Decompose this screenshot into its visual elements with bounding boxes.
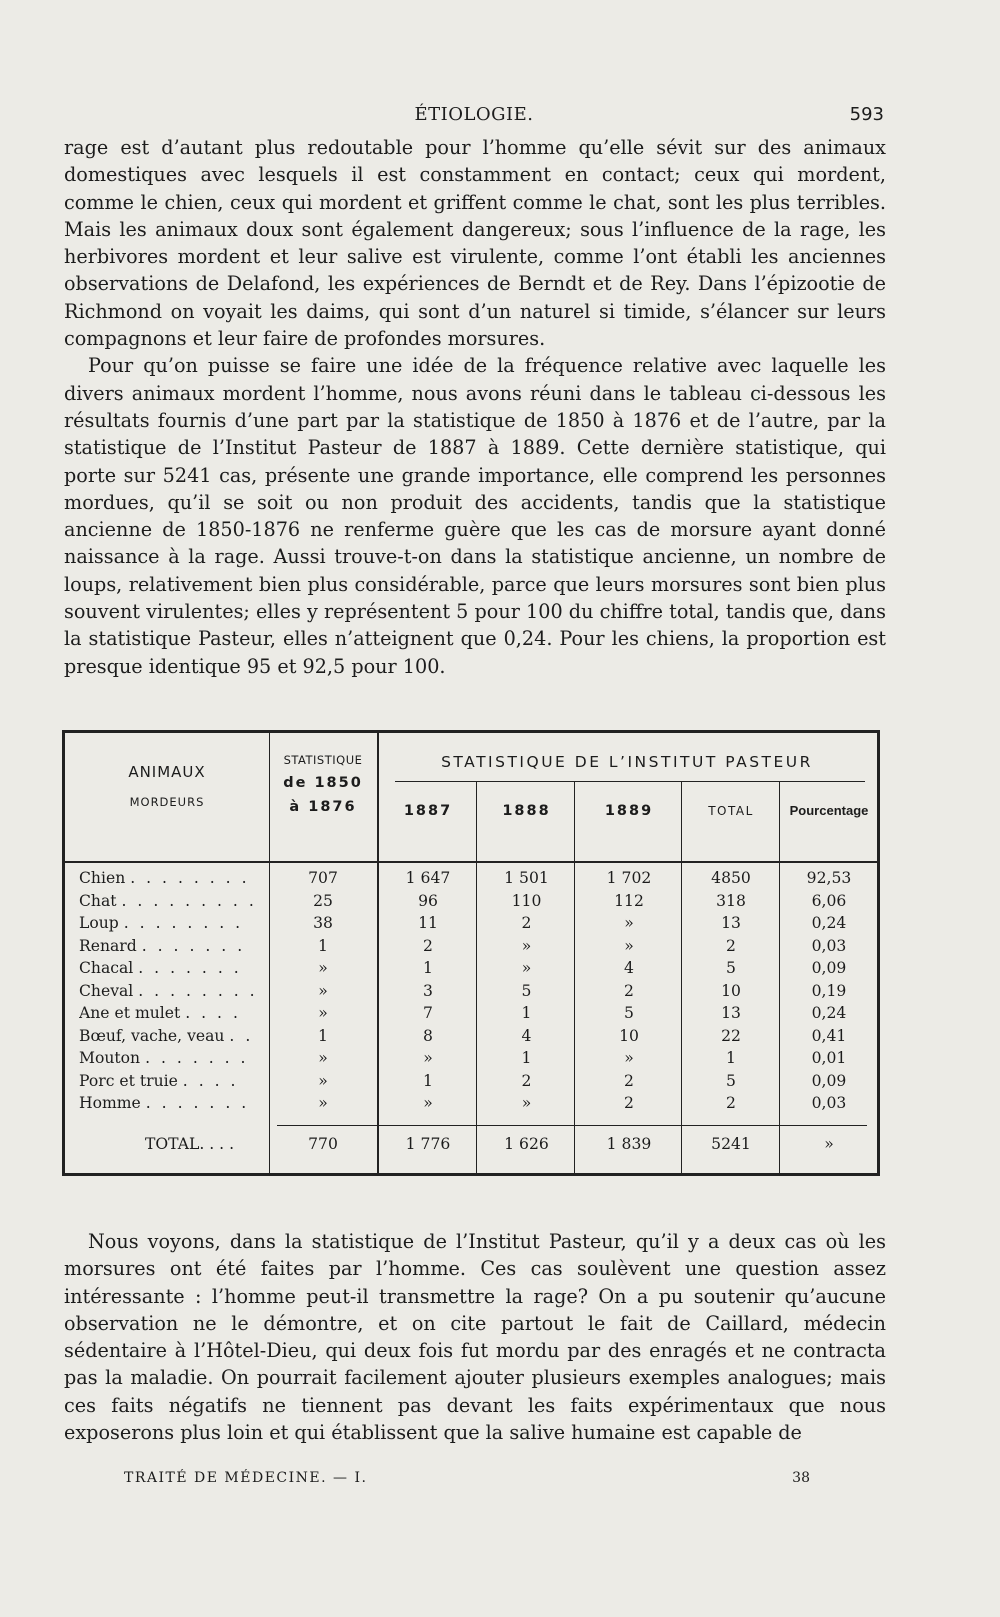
value-1888: 4: [521, 1026, 532, 1045]
paragraph-2: Pour qu’on puisse se faire une idée de la fréquence relative avec laquelle les divers animaux mordent l’homme, nous avons réuni dans le tableau ci-dessous les résultats fournis d’une part par la statistique de 1850 à 1876 et de l’autre, par la statistique de l’Institut Pasteur de 1887 à 1889. Cette dernière statistique, qui porte sur 5241 cas, présente une grande importance, elle comprend les personnes mordues, qu’il se soit ou non produit des accidents, tandis que la statistique ancienne de 1850-1876 ne renferme guère que les cas de morsure ayant donné naissance à la rage. Aussi trouve-t-on dans la statistique ancienne, un nombre de loups, relativement bien plus considérable, parce que leurs morsures sont bien plus souvent virulentes; elles y représentent 5 pour 100 du chiffre total, tandis que, dans la statistique Pasteur, elles n’atteignent que 0,24. Pour les chiens, la proportion est presque identique 95 et 92,5 pour 100.: [64, 354, 886, 678]
header-year-1888: 1888: [502, 803, 551, 819]
table-row: [65, 1004, 877, 1027]
value-1889: »: [624, 1049, 634, 1067]
animal-label: Chacal: [79, 959, 134, 977]
value-total: 22: [721, 1026, 741, 1045]
totals-rule: [277, 1125, 867, 1126]
value-1889: 2: [624, 981, 634, 1000]
value-percent: 0,24: [811, 914, 847, 932]
value-percent: 0,01: [811, 1049, 847, 1067]
value-percent: 0,24: [811, 1004, 847, 1022]
table-row: [65, 914, 877, 937]
leader-dots: . .: [229, 1026, 254, 1045]
page-header: [64, 104, 884, 130]
value-total: 10: [721, 981, 741, 1000]
value-1887: 1 647: [405, 869, 451, 887]
value-percent: 0,09: [811, 959, 847, 977]
value-total: 2: [726, 1094, 736, 1112]
page-number: 593: [849, 104, 884, 125]
table-row: [65, 892, 877, 915]
table-row: [65, 959, 877, 982]
animal-name: [79, 1072, 269, 1090]
animal-label: Cheval: [79, 981, 134, 1000]
header-percent: Pourcentage: [789, 803, 869, 818]
value-1889: 4: [624, 959, 634, 977]
value-1887: 3: [423, 981, 433, 1000]
value-percent: 0,41: [811, 1026, 847, 1045]
value-1887: 1: [423, 959, 433, 977]
value-percent: 6,06: [811, 891, 847, 910]
leader-dots: . . . . . . .: [141, 936, 246, 955]
group-underline: [395, 781, 865, 782]
value-1887: 2: [423, 936, 433, 955]
body-text-bottom: [64, 1228, 886, 1446]
animal-label: Mouton: [79, 1049, 141, 1067]
value-1889: 1 702: [606, 869, 652, 887]
total-total: 5241: [711, 1135, 751, 1153]
value-1850-1876: 1: [318, 1026, 328, 1045]
table-row: [65, 982, 877, 1005]
value-1850-1876: 1: [318, 936, 328, 955]
value-1888: »: [521, 936, 532, 955]
value-total: 1: [726, 1049, 736, 1067]
leader-dots: . . . .: [185, 1004, 241, 1022]
value-percent: 0,09: [811, 1071, 847, 1090]
table-row: [65, 1027, 877, 1050]
value-1850-1876: »: [318, 1094, 328, 1112]
value-1888: 1: [521, 1004, 532, 1022]
animal-name: [79, 937, 269, 955]
running-head: ÉTIOLOGIE.: [414, 104, 534, 125]
footer-book-title: TRAITÉ DE MÉDECINE. — I.: [124, 1470, 368, 1486]
value-1889: 2: [624, 1071, 634, 1090]
table-row: [65, 1049, 877, 1072]
value-percent: 92,53: [806, 869, 852, 887]
value-1888: 5: [521, 981, 532, 1000]
value-1888: »: [521, 959, 532, 977]
page-footer: [124, 1470, 810, 1492]
header-animals: ANIMAUX: [128, 763, 206, 781]
leader-dots: . . . .: [182, 1071, 239, 1090]
value-1888: 2: [521, 914, 532, 932]
header-old-years-from: de 1850: [283, 775, 363, 791]
value-1850-1876: 38: [313, 914, 333, 932]
value-1887: 11: [418, 914, 438, 932]
header-pasteur-group: STATISTIQUE DE L’INSTITUT PASTEUR: [441, 753, 813, 771]
animal-name: [79, 959, 269, 977]
value-total: 2: [726, 936, 736, 955]
value-percent: 0,19: [811, 981, 847, 1000]
body-text-top: [64, 134, 886, 680]
leader-dots: . . . . . . .: [138, 959, 242, 977]
table-row: [65, 937, 877, 960]
table-total-row: [65, 1135, 877, 1159]
header-animals-sub: MORDEURS: [129, 795, 205, 809]
value-percent: 0,03: [811, 1094, 847, 1112]
value-total: 318: [716, 891, 746, 910]
value-1850-1876: 707: [308, 869, 338, 887]
value-1888: 1 501: [504, 869, 549, 887]
animal-name: [79, 982, 269, 1000]
value-1887: 8: [423, 1026, 433, 1045]
value-1887: »: [423, 1049, 433, 1067]
animal-label: Chien: [79, 869, 126, 887]
header-old-years-to: à 1876: [289, 799, 357, 815]
total-1887: 1 776: [405, 1135, 451, 1153]
value-1889: 112: [614, 891, 644, 910]
leader-dots: . . . . . . . .: [130, 869, 250, 887]
leader-dots: . . . . . . . .: [123, 914, 244, 932]
value-1889: 5: [624, 1004, 634, 1022]
table-row: [65, 1072, 877, 1095]
value-total: 13: [721, 914, 741, 932]
leader-dots: . . . . . . .: [145, 1049, 249, 1067]
animal-name: [79, 914, 269, 932]
animal-name: [79, 1049, 269, 1067]
animal-label: Renard: [79, 936, 137, 955]
value-percent: 0,03: [811, 936, 847, 955]
value-1887: 1: [423, 1071, 433, 1090]
animal-name: [79, 1094, 269, 1112]
value-1888: 2: [521, 1071, 532, 1090]
animal-label: Loup: [79, 914, 119, 932]
value-total: 5: [726, 959, 736, 977]
animal-label: Bœuf, vache, veau: [79, 1026, 225, 1045]
table-row: [65, 1094, 877, 1117]
value-1889: »: [624, 914, 634, 932]
value-1888: »: [521, 1094, 532, 1112]
total-label: TOTAL. . . .: [145, 1135, 235, 1153]
value-1887: »: [423, 1094, 433, 1112]
total-1888: 1 626: [504, 1135, 549, 1153]
value-total: 5: [726, 1071, 736, 1090]
animal-label: Ane et mulet: [79, 1004, 181, 1022]
total-1889: 1 839: [606, 1135, 652, 1153]
value-1850-1876: »: [318, 1071, 328, 1090]
total-old: 770: [308, 1135, 338, 1153]
value-1850-1876: »: [318, 981, 328, 1000]
animal-name: [79, 1027, 269, 1045]
total-percent: »: [824, 1135, 834, 1153]
footer-signature: 38: [792, 1470, 810, 1486]
value-1888: 1: [521, 1049, 532, 1067]
leader-dots: . . . . . . . .: [138, 981, 258, 1000]
value-1888: 110: [511, 891, 542, 910]
value-1889: 10: [619, 1026, 639, 1045]
table-header: [65, 733, 877, 863]
animal-name: [79, 869, 269, 887]
leader-dots: . . . . . . .: [145, 1094, 250, 1112]
header-total: TOTAL: [708, 804, 754, 818]
value-1889: 2: [624, 1094, 634, 1112]
table-row: [65, 869, 877, 892]
animal-label: Homme: [79, 1094, 141, 1112]
value-1850-1876: »: [318, 959, 328, 977]
value-1850-1876: »: [318, 1049, 328, 1067]
value-1850-1876: 25: [313, 891, 333, 910]
leader-dots: . . . . . . . . .: [121, 891, 257, 910]
animal-label: Porc et truie: [79, 1071, 178, 1090]
header-old-stat: STATISTIQUE: [283, 753, 363, 767]
animal-name: [79, 1004, 269, 1022]
value-total: 4850: [711, 869, 751, 887]
animal-name: [79, 892, 269, 910]
header-year-1887: 1887: [403, 803, 453, 819]
paragraph-1: rage est d’autant plus redoutable pour l’homme qu’elle sévit sur des animaux domestiques avec lesquels il est constamment en contact; ceux qui mordent, comme le chien, ceux qui mordent et griffent comme le chat, sont les plus terribles. Mais les animaux doux sont également dangereux; sous l’influence de la rage, les herbivores mordent et leur salive est virulente, comme l’ont établi les anciennes observations de Delafond, les expériences de Berndt et de Rey. Dans l’épizootie de Richmond on voyait les daims, qui sont d’un naturel si timide, s’élancer sur leurs compagnons et leur faire de profondes morsures.: [64, 136, 886, 351]
statistics-table: [62, 730, 880, 1176]
value-1887: 96: [418, 891, 438, 910]
paragraph-3: Nous voyons, dans la statistique de l’Institut Pasteur, qu’il y a deux cas où les morsures ont été faites par l’homme. Ces cas soulèvent une question assez intéressante : l’homme peut-il transmettre la rage? On a pu soutenir qu’aucune observation ne le démontre, et on cite partout le fait de Caillard, médecin sédentaire à l’Hôtel-Dieu, qui deux fois fut mordu par des enragés et ne contracta pas la maladie. On pourrait facilement ajouter plusieurs exemples analogues; mais ces faits négatifs ne tiennent pas devant les faits expérimentaux que nous exposerons plus loin et qui établissent que la salive humaine est capable de: [64, 1230, 886, 1445]
value-1889: »: [624, 936, 634, 955]
animal-label: Chat: [79, 891, 117, 910]
value-1850-1876: »: [318, 1004, 328, 1022]
value-total: 13: [721, 1004, 741, 1022]
header-year-1889: 1889: [604, 803, 654, 819]
value-1887: 7: [423, 1004, 433, 1022]
